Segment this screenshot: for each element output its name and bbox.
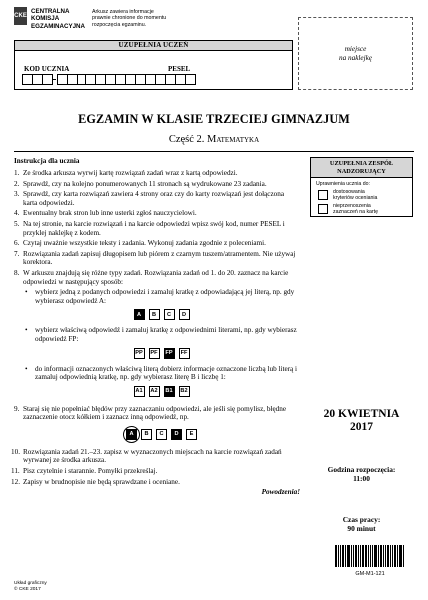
item-number: 4. [14,209,20,218]
item-number: 2. [14,179,20,188]
instruction-item [14,169,300,178]
exam-code: GM-M1-121 [355,571,385,577]
item-number: 10. [11,447,20,456]
item-text: Ewentualny brak stron lub inne usterki zgłoś nauczycielowi. [23,209,197,218]
duration [310,515,413,533]
permissions-label: Uprawnienia ucznia do: [316,181,370,187]
cke-logo: CKE [14,7,27,25]
answer-box: C [164,309,175,320]
barcode-bar [392,545,393,567]
answer-box: B [149,309,160,320]
item-number: 5. [14,219,20,228]
divider [14,151,414,152]
answer-box-filled: A [134,309,145,320]
subtitle-subject: Matematyka [207,134,260,145]
checkbox-label [333,203,378,216]
subtitle-part: Część 2. [168,134,205,145]
barcode-bar [385,545,386,567]
barcode-bar [335,545,337,567]
answer-box: PP [134,348,145,359]
instruction-item [11,467,300,476]
answer-box: B [141,429,152,440]
checkbox-label [333,189,377,202]
item-number: 12. [11,477,20,486]
item-number: 7. [14,249,20,258]
item-text: Na tej stronie, na karcie rozwiązań i na karcie odpowiedzi wpisz swój kod, numer PESEL i przyklej naklejkę z kodem. [23,219,285,237]
exam-date-day: 20 KWIETNIA [323,408,400,420]
instruction-item-9 [14,405,300,446]
barcode-bar [345,545,346,567]
instruction-item [14,190,300,207]
barcode-bar [380,545,382,567]
item-text: Rozwiązania zadań zapisuj długopisem lub piórem z czarnym tuszem/atramentem. Nie używaj korektora. [23,249,296,267]
item-text: Sprawdź, czy na kolejno ponumerowanych 11 stronach są wydrukowane 23 zadania. [23,179,267,188]
logo-line: KOMISJA [31,15,60,23]
supervisor-header [311,158,412,178]
instructions-list [11,169,300,497]
closing-text: Powodzenia! [261,488,300,497]
example-correction [23,429,300,440]
bullet-dot: • [25,326,28,335]
barcode-bar [347,545,350,567]
instruction-item [14,220,300,237]
exam-date [310,408,413,434]
confidentiality-note [92,9,187,28]
note-line: rozpoczęcia egzaminu. [92,21,147,28]
barcode-bar [353,545,354,567]
pesel-field[interactable] [85,74,195,85]
barcode-bar [374,545,377,567]
sticker-placeholder [298,17,413,90]
instruction-item-8 [14,269,300,403]
bullet-text: wybierz właściwą odpowiedź i zamaluj kratkę z odpowiednimi literami, np. gdy wybierasz odpowiedź FP: [35,326,297,343]
checkbox-label-line: nieprzenoszenia [333,203,371,209]
example-single-choice [23,309,300,320]
instruction-item [11,447,300,465]
barcode-bar [387,545,389,567]
item-text: Czytaj uważnie wszystkie teksty i zadania. Wykonuj zadania zgodnie z poleceniami. [23,239,266,248]
barcode-bar [351,545,352,567]
answer-box: E [186,429,197,440]
bullet-text: do informacji oznaczonych właściwą literą dobierz informacje oznaczone liczbą lub literą i zamaluj odpowiednią kratkę, np. gdy wybierasz literę B i liczbę 1: [35,364,298,382]
checkbox-adjusted-criteria[interactable] [318,190,328,200]
barcode-bar [355,545,357,567]
barcode-bar [390,545,391,567]
answer-box: B2 [179,386,190,397]
barcode-bar [362,545,364,567]
item-text: Rozwiązania zadań 21.–23. zapisz w wyznaczonych miejscach na karcie rozwiązań zadań wyrwanej ze środka arkusza. [23,447,282,465]
barcode-bar [403,545,404,567]
start-time [310,465,413,483]
bullet [23,288,300,305]
answer-box-filled: FP [164,348,175,359]
barcode-bar [383,545,384,567]
item-text: Zapisy w brudnopisie nie będą sprawdzane i oceniane. [23,477,180,486]
logo-line: CENTRALNA [31,8,70,15]
barcode-bar [342,545,344,567]
footer-credits [14,581,47,593]
item-number: 9. [14,404,20,413]
barcode-bar [399,545,402,567]
pesel-label: PESEL [168,65,191,73]
barcode-bar [365,545,367,567]
start-time-label: Godzina rozpoczęcia: [327,465,396,474]
instruction-item [14,209,300,218]
footer-line: © CKE 2017 [14,586,41,592]
cke-name [31,8,85,30]
item-number: 11. [11,467,20,476]
kod-ucznia-label: KOD UCZNIA [24,65,70,73]
exam-title: EGZAMIN W KLASIE TRZECIEJ GIMNAZJUM [78,112,350,126]
answer-box: PF [149,348,160,359]
sticker-line: miejsce [344,44,367,53]
item-text: Sprawdź, czy karta rozwiązań zawiera 4 strony oraz czy do karty rozwiązań jest dołączona karta odpowiedzi. [23,190,285,207]
bullet [23,365,300,382]
answer-box-circled: A [126,429,137,440]
checkbox-label-line: dostosowania [333,189,365,195]
barcode [335,545,405,567]
barcode-bar [360,545,361,567]
answer-box: A2 [149,386,160,397]
barcode-bar [397,545,398,567]
kod-ucznia-field[interactable] [22,74,87,85]
example-true-false [23,348,300,359]
supervisor-header-line: UZUPEŁNIA ZESPÓŁ [329,159,394,167]
barcode-bar [378,545,379,567]
student-section-header: UZUPEŁNIA UCZEŃ [15,41,292,51]
bullet-text: wybierz jedną z podanych odpowiedzi i zamaluj kratkę z odpowiadającą jej literą, np. gdy wybierasz odpowiedź A: [35,288,295,305]
item-number: 1. [14,169,20,177]
item-text: Ze środka arkusza wyrwij kartę rozwiązań zadań wraz z kartą odpowiedzi. [23,169,238,177]
item-text: Pisz czytelnie i starannie. Pomyłki przekreślaj. [23,467,158,476]
item-number: 6. [14,239,20,248]
duration-label: Czas pracy: [342,515,381,524]
footer-line: Układ graficzny [14,581,47,586]
start-time-value: 11:00 [353,474,370,483]
pesel-cell[interactable] [185,74,196,85]
barcode-bar [340,545,341,567]
answer-box-filled: B1 [164,386,175,397]
checkbox-no-transfer[interactable] [318,204,328,214]
barcode-bar [358,545,359,567]
instruction-item [14,239,300,248]
item-number: 3. [14,190,20,199]
barcode-bar [370,545,371,567]
instruction-item [14,180,300,189]
barcode-bar [394,545,396,567]
item-text: Staraj się nie popełniać błędów przy zaznaczaniu odpowiedzi, ale jeśli się pomylisz, błędne zaznaczenie otocz kółkiem i zaznacz inną odpowiedź, np. [23,404,287,422]
logo-line: EGZAMINACYJNA [31,22,85,30]
item-text: W arkuszu znajdują się różne typy zadań. Rozwiązania zadań od 1. do 20. zaznacz na karcie odpowiedzi w następujący sposób: [23,268,289,286]
answer-box: FF [179,348,190,359]
answer-box: D [179,309,190,320]
exam-subtitle [0,134,428,145]
instructions-heading: Instrukcja dla ucznia [14,157,80,165]
answer-box: A1 [134,386,145,397]
checkbox-label-line: zaznaczeń na kartę [333,209,378,216]
sticker-line: na naklejkę [339,53,372,62]
instruction-item [11,477,300,487]
answer-box: C [156,429,167,440]
supervisor-header-line: NADZORUJĄCY [337,167,386,175]
bullet-dot: • [25,288,28,297]
dash-separator [52,74,57,85]
instruction-item [14,250,300,267]
barcode-bar [372,545,373,567]
bullet [23,326,300,343]
exam-date-year: 2017 [350,421,373,433]
duration-value: 90 minut [347,524,376,533]
note-line: prawnie chronione do momentu [92,15,167,22]
answer-box-filled: D [171,429,182,440]
checkbox-label-line: kryteriów oceniania [333,195,378,202]
barcode-bar [368,545,369,567]
item-number: 8. [14,268,20,277]
barcode-bar [338,545,339,567]
example-matching [23,386,300,397]
note-line: Arkusz zawiera informacje [92,9,154,15]
bullet-dot: • [25,364,28,373]
